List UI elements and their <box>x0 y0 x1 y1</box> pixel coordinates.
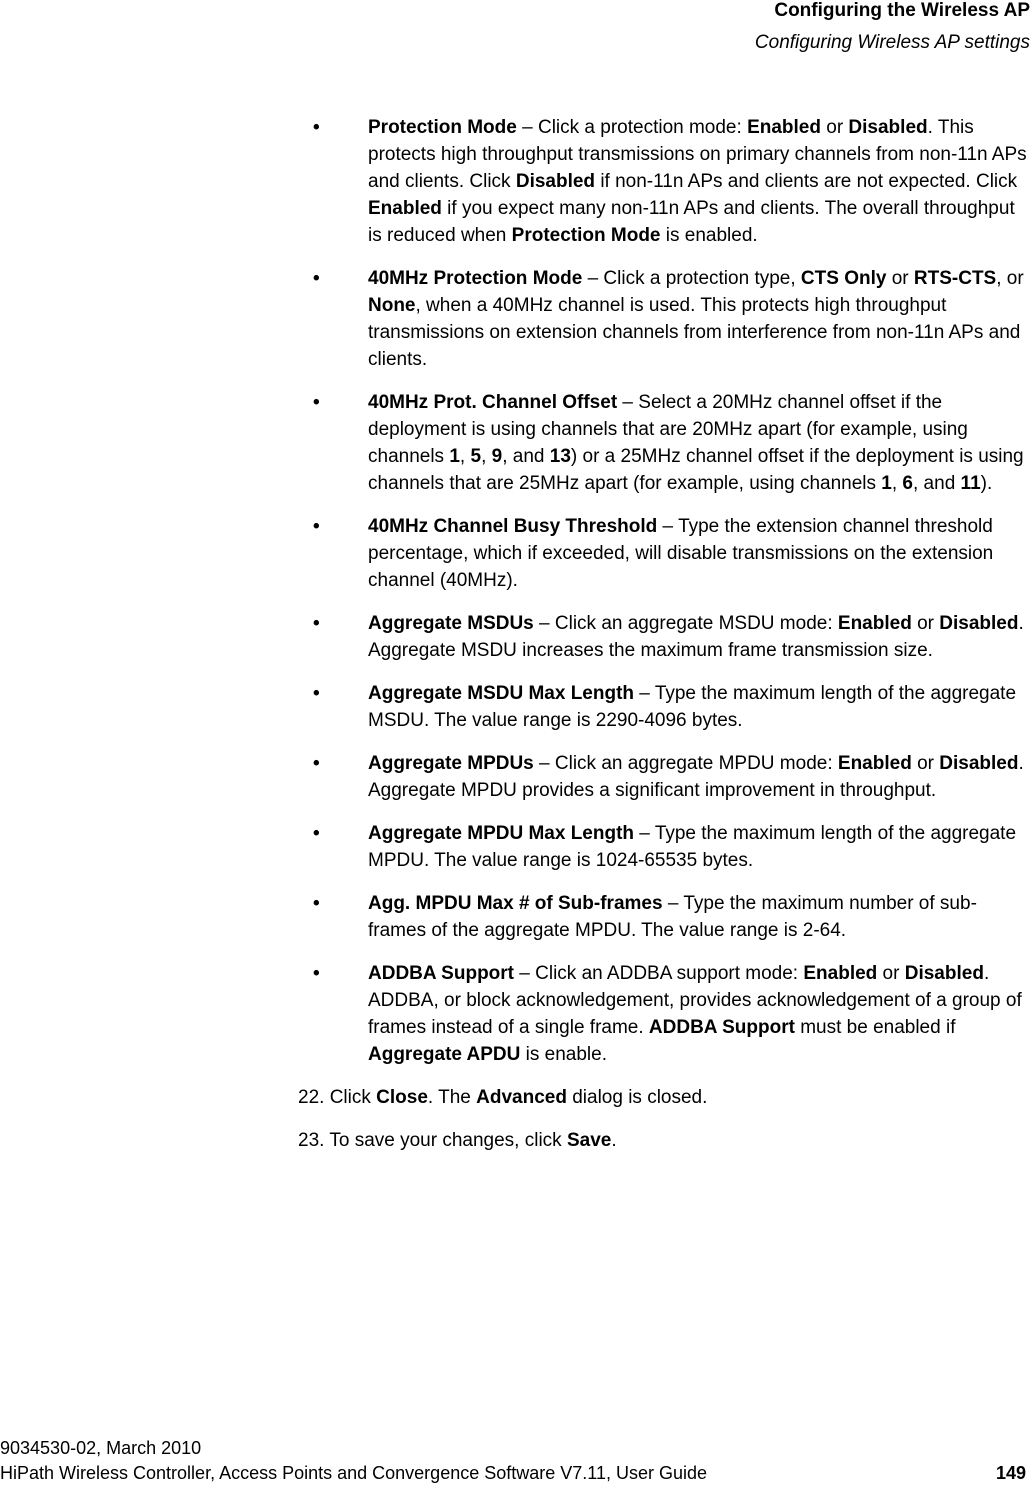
step-item <box>298 1084 1032 1111</box>
bullet-text <box>368 613 1024 661</box>
bullet-icon: • <box>313 753 320 774</box>
bullet-icon: • <box>313 392 320 413</box>
text-run: , and <box>913 473 961 494</box>
text-run: . The <box>427 1087 477 1108</box>
bullet-icon: • <box>313 823 320 844</box>
text-run: or <box>877 963 905 984</box>
text-run: ) or a 25MHz channel offset if the deployment is using channels that are 25MHz apart (for example, using channels <box>368 446 1024 494</box>
bullet-text <box>368 516 993 591</box>
bold-term: Disabled <box>848 117 928 138</box>
bullet-text <box>368 117 1027 246</box>
bullet-item <box>298 680 1032 734</box>
text-run: – Click a protection type, <box>582 268 801 289</box>
bullet-text <box>368 392 1024 494</box>
text-run: dialog is closed. <box>566 1087 708 1108</box>
bold-term: 1 <box>881 473 892 494</box>
bold-term: CTS Only <box>800 268 887 289</box>
bullet-icon: • <box>313 893 320 914</box>
text-run: , when a 40MHz channel is used. This protects high throughput transmissions on extension channels from interference from non-11n APs and clients. <box>368 295 1021 370</box>
bold-term: Enabled <box>837 753 912 774</box>
bold-term: Protection Mode <box>368 117 517 138</box>
page-header <box>755 0 1030 54</box>
text-run: or <box>911 753 940 774</box>
text-run: . This protects high throughput transmissions on primary channels from non-11n APs and clients. Click <box>368 117 1027 192</box>
bullet-icon: • <box>313 963 320 984</box>
text-run: , <box>481 446 492 467</box>
bold-term: None <box>368 295 416 316</box>
bold-term: Aggregate MPDUs <box>368 753 534 774</box>
header-subtitle: Configuring Wireless AP settings <box>754 32 1030 53</box>
text-run: – Select a 20MHz channel offset if the deployment is using channels that are 20MHz apart (for example, using channels <box>368 392 968 467</box>
text-run: if non-11n APs and clients are not expected. Click <box>595 171 1018 192</box>
bold-term: 40MHz Prot. Channel Offset <box>368 392 618 413</box>
bullet-icon: • <box>313 268 320 289</box>
text-run: – Type the maximum length of the aggregate MPDU. The value range is 1024-65535 bytes. <box>368 823 1017 871</box>
bold-term: ADDBA Support <box>368 963 514 984</box>
bullet-list <box>298 114 1032 1068</box>
text-run: is enable. <box>520 1044 607 1065</box>
bold-term: Aggregate MPDU Max Length <box>368 823 635 844</box>
text-run: must be enabled if <box>794 1017 956 1038</box>
bullet-icon: • <box>313 117 320 138</box>
bullet-icon: • <box>313 613 320 634</box>
bullet-item <box>298 610 1032 664</box>
bold-term: 40MHz Protection Mode <box>368 268 583 289</box>
text-run: . Aggregate MSDU increases the maximum frame transmission size. <box>368 613 1024 661</box>
text-run: ). <box>980 473 993 494</box>
text-run: – Type the extension channel threshold percentage, which if exceeded, will disable transmissions on the extension channel (40MHz). <box>368 516 994 591</box>
bold-term: 1 <box>449 446 460 467</box>
bold-term: 11 <box>960 473 981 494</box>
text-run: – Click an aggregate MPDU mode: <box>533 753 838 774</box>
bold-term: Protection Mode <box>511 225 661 246</box>
bullet-icon: • <box>313 516 320 537</box>
header-title: Configuring the Wireless AP <box>774 0 1030 21</box>
bold-term: Close <box>376 1087 428 1108</box>
text-run: if you expect many non-11n APs and clients. The overall throughput is reduced when <box>368 198 1015 246</box>
text-run: or <box>886 268 914 289</box>
step-list <box>298 1084 1032 1154</box>
text-run: or <box>911 613 940 634</box>
bold-term: Save <box>566 1130 612 1151</box>
bold-term: Enabled <box>368 198 442 219</box>
bullet-text <box>368 823 1016 871</box>
text-run: – Click an aggregate MSDU mode: <box>533 613 838 634</box>
text-run: . ADDBA, or block acknowledgement, provides acknowledgement of a group of frames instead of a single frame. <box>368 963 1022 1038</box>
bold-term: Advanced <box>476 1087 567 1108</box>
bullet-item <box>298 890 1032 944</box>
text-run: is enabled. <box>660 225 758 246</box>
text-run: – Type the maximum length of the aggregate MSDU. The value range is 2290-4096 bytes. <box>368 683 1017 731</box>
main-content <box>298 114 1032 1170</box>
bullet-icon: • <box>313 683 320 704</box>
text-run: . Aggregate MPDU provides a significant improvement in throughput. <box>368 753 1024 801</box>
text-run: , or <box>996 268 1024 289</box>
bold-term: Aggregate MSDUs <box>368 613 534 634</box>
bold-term: Disabled <box>904 963 984 984</box>
bold-term: Enabled <box>747 117 821 138</box>
bullet-text <box>368 268 1024 370</box>
step-item <box>298 1127 1032 1154</box>
text-run: 22. Click <box>298 1087 377 1108</box>
page-footer <box>0 1436 1034 1486</box>
text-run: , <box>459 446 471 467</box>
text-run: – Click a protection mode: <box>516 117 748 138</box>
bullet-item <box>298 389 1032 497</box>
bold-term: Disabled <box>515 171 596 192</box>
bullet-item <box>298 960 1032 1068</box>
bullet-item <box>298 265 1032 373</box>
text-run: or <box>820 117 849 138</box>
bullet-item <box>298 750 1032 804</box>
bold-term: RTS-CTS <box>913 268 997 289</box>
bullet-item <box>298 513 1032 594</box>
bold-term: Enabled <box>803 963 878 984</box>
bold-term: Aggregate APDU <box>368 1044 521 1065</box>
bullet-text <box>368 963 1022 1065</box>
bullet-item <box>298 820 1032 874</box>
bold-term: 40MHz Channel Busy Threshold <box>368 516 658 537</box>
bold-term: 13 <box>549 446 571 467</box>
text-run: 23. To save your changes, click <box>298 1130 567 1151</box>
bold-term: 9 <box>491 446 503 467</box>
page-number: 149 <box>995 1463 1026 1483</box>
bold-term: Agg. MPDU Max # of Sub-frames <box>368 893 663 914</box>
text-run: , <box>891 473 903 494</box>
text-run: , and <box>502 446 550 467</box>
footer-guide-line <box>0 1461 1034 1486</box>
text-run: . <box>611 1130 617 1151</box>
bullet-text <box>368 893 977 941</box>
footer-guide-title: HiPath Wireless Controller, Access Points and Convergence Software V7.11, User Guide <box>0 1463 708 1483</box>
bullet-text <box>368 683 1016 731</box>
bold-term: Disabled <box>939 753 1019 774</box>
bullet-item <box>298 114 1032 249</box>
bold-term: Aggregate MSDU Max Length <box>368 683 635 704</box>
footer-doc-id: 9034530-02, March 2010 <box>0 1438 202 1458</box>
bullet-text <box>368 753 1024 801</box>
text-run: – Click an ADDBA support mode: <box>514 963 804 984</box>
bold-term: Enabled <box>837 613 912 634</box>
text-run: – Type the maximum number of sub-frames of the aggregate MPDU. The value range is 2-64. <box>368 893 977 941</box>
bold-term: Disabled <box>939 613 1019 634</box>
bold-term: 5 <box>470 446 482 467</box>
bold-term: 6 <box>902 473 913 494</box>
bold-term: ADDBA Support <box>648 1017 795 1038</box>
